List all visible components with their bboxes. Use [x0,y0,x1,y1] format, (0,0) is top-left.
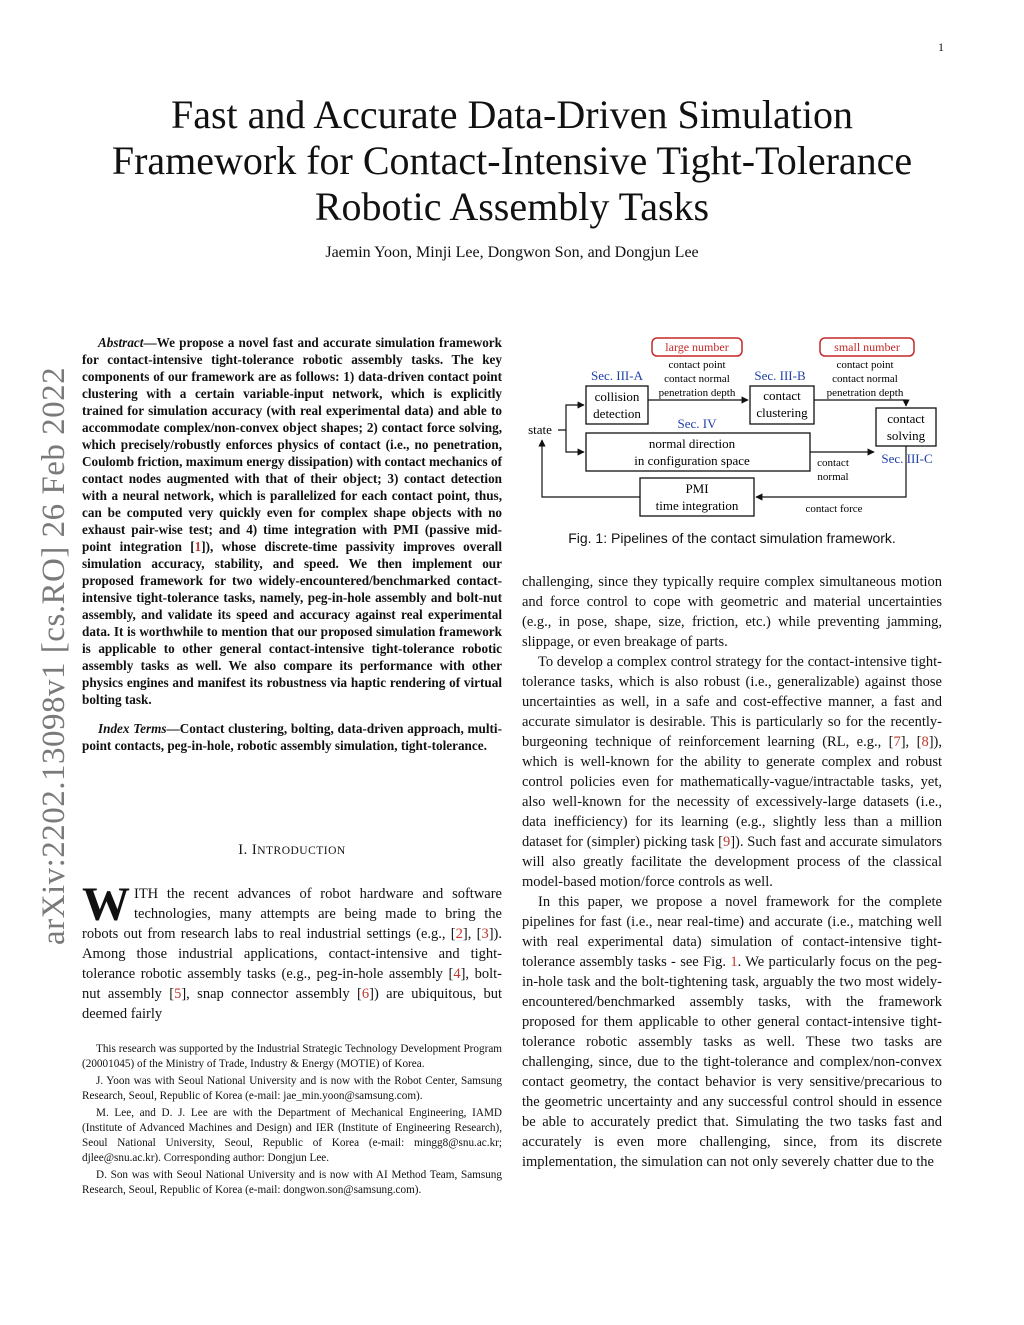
citation-link[interactable]: 5 [174,986,182,1002]
flow-label: contact force [805,503,863,515]
body-paragraph [522,892,942,1172]
intro-paragraph [82,878,502,1024]
info-text: contact point [836,359,894,371]
citation-link[interactable]: 7 [893,734,901,750]
section-title-first: I [251,842,258,858]
intro-text-2: ], [ [462,926,482,942]
body-text: To develop a complex control strategy for the contact-intensive tight-tolerance tasks, which is also robust (i.e., generalizable) against those uncertainties as well, in a safe and cost-effective manner, a fast and accurate simulator is desirable. This is particularly so for the recently-burgeoning technique of reinforcement learning (RL, e.g., [ [522,654,942,750]
box-label: PMI [685,481,709,496]
footnote: M. Lee, and D. J. Lee are with the Department of Mechanical Engineering, IAMD (Institute of Advanced Machines and Design) and IER (Institute of Engineering Research), Seoul National University, Seoul, Republic of Korea (e-mail: mingg8@snu.ac.kr; djlee@snu.ac.kr). Corresponding author: Dongjun Lee. [82,1107,502,1164]
section-label-iii-a: Sec. III-A [591,368,643,383]
footnote: D. Son was with Seoul National University and is now with AI Method Team, Samsung Research, Seoul, Republic of Korea (e-mail: dongwon.son@samsung.com). [82,1169,502,1196]
body-text: . We particularly focus on the peg-in-hole task and the bolt-tightening task, arguably the two most widely-encountered/benchmarked assembly tasks, with the framework proposed for them applicable to other general contact-intensive tight-tolerance robotic assembly tasks as well. These two tasks are challenging, since, due to the tight-tolerance and complex/non-convex contact geometry, the contact behavior is very sensitive/precarious to the geometric uncertainty and any successful control should in essence be able to accurately predict that. Simulating the two tasks fast and accurately is even more challenging, since, from its discrete implementation, the simulation can not only severely chatter due to the [522,954,942,1170]
info-text: contact normal [664,373,730,385]
box-label: clustering [756,405,808,420]
box-label: in configuration space [634,453,750,468]
citation-link[interactable]: 6 [361,986,370,1002]
page-number: 1 [938,40,944,54]
intro-text-4: ], bolt-nut assembly [ [82,966,502,1002]
abstract-body-continued: ]), whose discrete-time passivity improves overall simulation accuracy, stability, and speed. We then implement our proposed framework for two widely-encountered/benchmarked contact-intensive tight-tolerance tasks, namely, peg-in-hole assembly and bolt-nut assembly, and validate its speed and accuracy against real experimental data. It is worthwhile to mention that our proposed simulation framework is applicable to other general contact-intensive tight-tolerance robotic assembly tasks as well. We also compare its performance with other physics engines and manifest its robustness via haptic rendering of virtual bolting task. [82,539,502,707]
state-label: state [528,422,552,437]
flow-label: contact [817,457,849,469]
abstract-block [82,334,502,754]
index-terms-lead: Index Terms [98,721,167,736]
citation-link[interactable]: 2 [455,926,463,942]
flow-label: normal [817,471,849,483]
box-label: contact [887,411,925,426]
box-label: solving [886,428,926,443]
section-title-rest: NTRODUCTION [257,845,346,857]
intro-text-3: ]). Among those industrial applications, contact-intensive and tight-tolerance robotic assembly tasks (e.g., peg-in-hole assembly [ [82,926,502,982]
box-label: normal direction [648,436,736,451]
box-label: detection [593,406,641,421]
pipeline-diagram [522,330,952,530]
body-text: In this paper, we propose a novel framework for the complete pipelines for fast (i.e., near real-time) and accurate (i.e., matching well with real experimental data) simulation of contact-intensive tight-tolerance assembly tasks - see Fig. [522,894,942,970]
index-terms [82,720,502,754]
dropcap: W [82,878,130,931]
footnote: This research was supported by the Industrial Strategic Technology Development Program (20001045) of the Ministry of Trade, Industry & Energy (MOTIE) of Korea. [82,1043,502,1070]
citation-link[interactable]: 4 [453,966,461,982]
body-text: ]), which is well-known for the ability to generate complex and robust control policies even for mathematically-vague/intractable tasks, yet, also well-known for the necessity of excessively-large datasets (i.e., data inefficiency) for its learning (e.g., slightly less than a million dataset for (simpler) picking task [ [522,734,942,850]
body-text: ]). Such fast and accurate simulators will also greatly facilitate the development process of the classical model-based motion/force controls as well. [522,834,943,890]
abstract-lead: Abstract [98,335,144,350]
body-paragraph [522,652,942,892]
abstract-paragraph [82,334,502,708]
info-text: contact point [668,359,726,371]
body-paragraph: challenging, since they typically require complex simultaneous motion and force control to cope with geometric and material uncertainties (e.g., in pose, shape, size, friction, etc.) while preventing jamming, slippage, or even breakage of parts. [522,574,942,650]
section-heading [82,842,502,859]
small-number-label: small number [834,340,900,354]
section-label-iii-c: Sec. III-C [881,451,933,466]
section-label-iv: Sec. IV [677,416,717,431]
citation-link[interactable]: 3 [481,926,489,942]
index-terms-body: —Contact clustering, bolting, data-driven approach, multi-point contacts, peg-in-hole, robotic assembly simulation, tight-tolerance. [82,721,502,753]
arxiv-identifier: arXiv:2202.13098v1 [cs.RO] 26 Feb 2022 [36,366,72,945]
section-label-iii-b: Sec. III-B [754,368,806,383]
introduction-text [82,878,502,1024]
right-column-text [522,572,942,1172]
large-number-label: large number [665,340,729,354]
info-text: contact normal [832,373,898,385]
citation-link[interactable]: 8 [921,734,929,750]
box-label: collision [594,389,640,404]
section-number: I. [238,842,252,858]
figure-caption: Fig. 1: Pipelines of the contact simulation framework. [568,530,896,546]
footnote: J. Yoon was with Seoul National University and is now with the Robot Center, Samsung Research, Seoul, Republic of Korea (e-mail: jae_min.yoon@samsung.com). [82,1075,502,1102]
body-text: ], [ [900,734,922,750]
box-label: time integration [655,498,739,513]
paper-title: Fast and Accurate Data-Driven Simulation Framework for Contact-Intensive Tight-Tolerance Robotic Assembly Tasks [111,92,913,229]
intro-text-5: ], snap connector assembly [ [181,986,362,1002]
figure-link[interactable]: 1 [730,954,738,970]
author-list: Jaemin Yoon, Minji Lee, Dongwon Son, and Dongjun Lee [325,244,699,261]
abstract-body: —We propose a novel fast and accurate simulation framework for contact-intensive tight-tolerance robotic assembly tasks. The key components of our framework are as follows: 1) data-driven contact point clustering with a certain variable-input network, which is explicitly trained for simulation accuracy (with real experimental data) and able to accommodate complex/non-convex object shapes; 2) contact force solving, which precisely/robustly enforces physics of contact (i.e., no penetration, Coulomb friction, maximum energy dissipation) with contact mechanics of contact nodes augmented with that of their object; 3) contact detection with a neural network, which is parallelized for each contact point, thus, can be computed very quickly even for complex shape objects with no exhaust pair-wise test; and 4) time integration with PMI (passive mid-point integration [ [82,335,502,554]
citation-link[interactable]: 1 [194,539,202,554]
intro-text-1: ITH the recent advances of robot hardware and software technologies, many attempts are being made to bring the robots out from research labs to real industrial settings (e.g., [ [82,886,502,942]
info-text: penetration depth [826,387,904,399]
info-text: penetration depth [658,387,736,399]
intro-text-6: ]) are ubiquitous, but deemed fairly [82,986,502,1022]
citation-link[interactable]: 9 [722,834,731,850]
box-label: contact [763,388,801,403]
footnotes [82,1042,502,1200]
